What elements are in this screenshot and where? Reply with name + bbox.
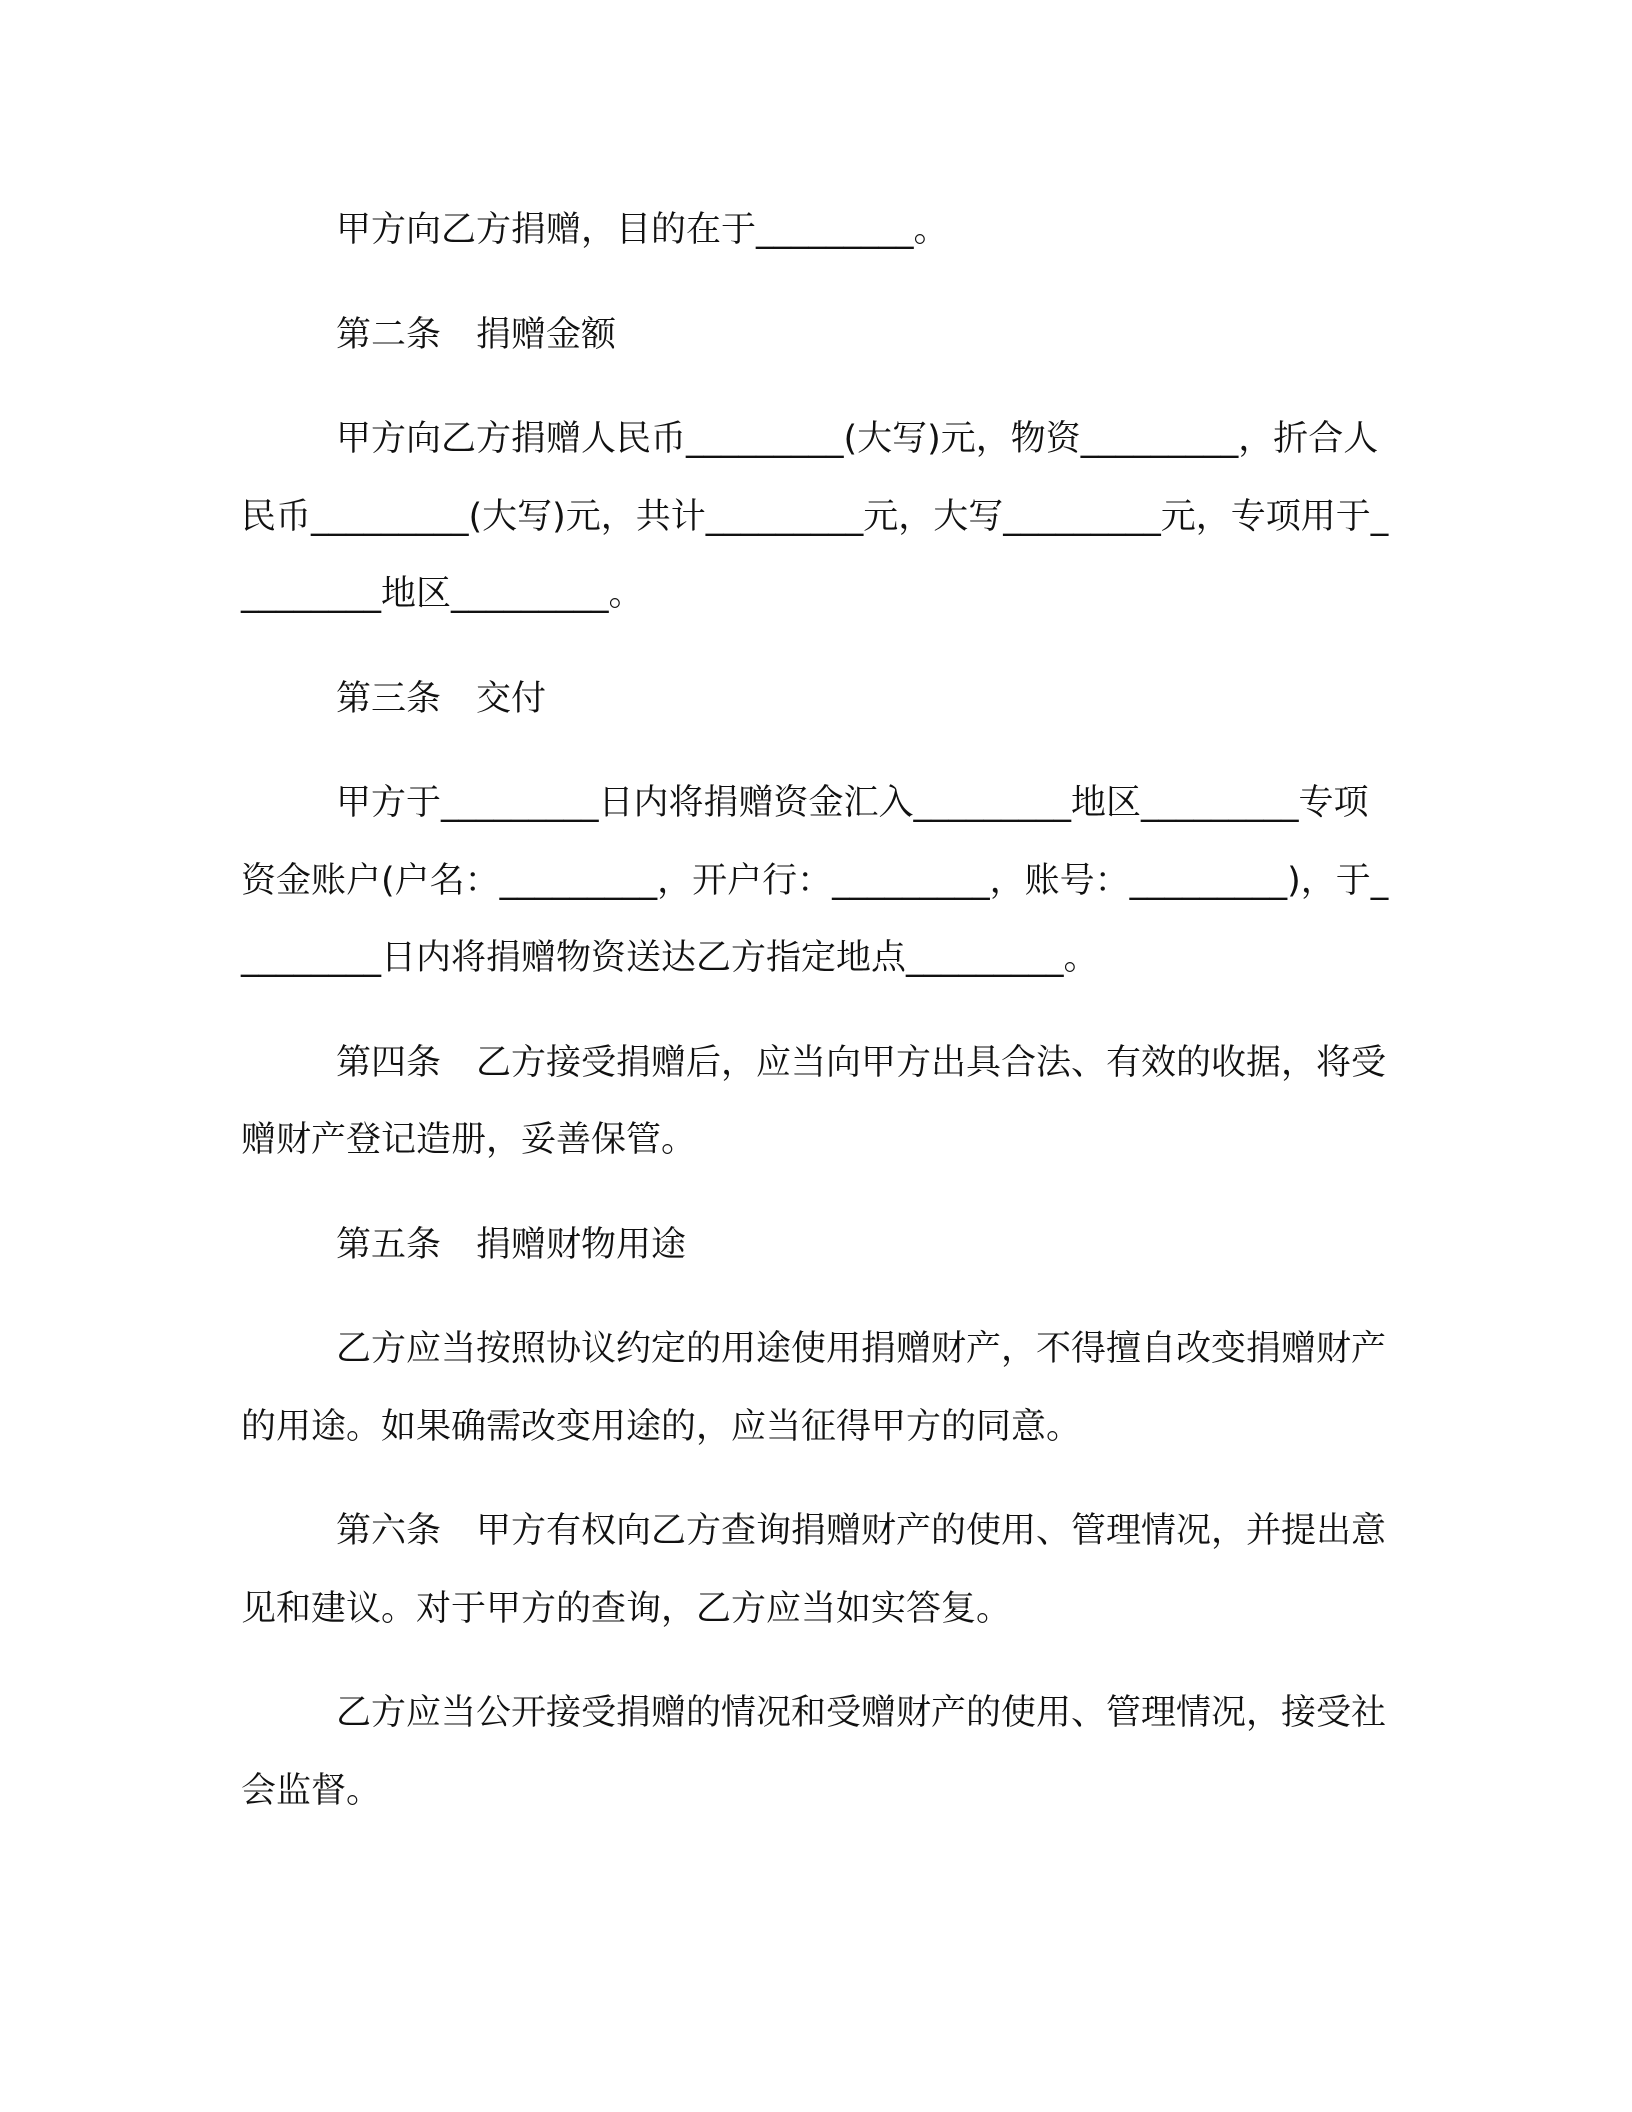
article-4-paragraph: 第四条 乙方接受捐赠后，应当向甲方出具合法、有效的收据，将受赠财产登记造册，妥善保管。 xyxy=(241,1042,1387,1160)
article-6-paragraph: 第六条 甲方有权向乙方查询捐赠财产的使用、管理情况，并提出意见和建议。对于甲方的查询，乙方应当如实答复。 xyxy=(241,1511,1387,1629)
document-body xyxy=(241,192,1391,1830)
article-2-heading: 第二条 捐赠金额 xyxy=(336,314,617,355)
article-5-heading: 第五条 捐赠财物用途 xyxy=(336,1224,687,1265)
article-3-heading: 第三条 交付 xyxy=(336,678,547,719)
article-3-paragraph: 甲方于_________日内将捐赠资金汇入_________地区_________专项资金账户(户名：_________，开户行：_________，账号：_________)，于_________日内将捐赠物资送达乙方指定地点_________。 xyxy=(241,783,1389,978)
purpose-paragraph: 甲方向乙方捐赠，目的在于_________。 xyxy=(336,210,949,250)
article-5-paragraph: 乙方应当按照协议约定的用途使用捐赠财产，不得擅自改变捐赠财产的用途。如果确需改变用途的，应当征得甲方的同意。 xyxy=(241,1329,1387,1447)
disclosure-paragraph: 乙方应当公开接受捐赠的情况和受赠财产的使用、管理情况，接受社会监督。 xyxy=(241,1693,1387,1811)
article-2-paragraph: 甲方向乙方捐赠人民币_________(大写)元，物资_________，折合人民币_________(大写)元，共计_________元，大写_________元，专项用于_________地区_________。 xyxy=(241,419,1389,614)
